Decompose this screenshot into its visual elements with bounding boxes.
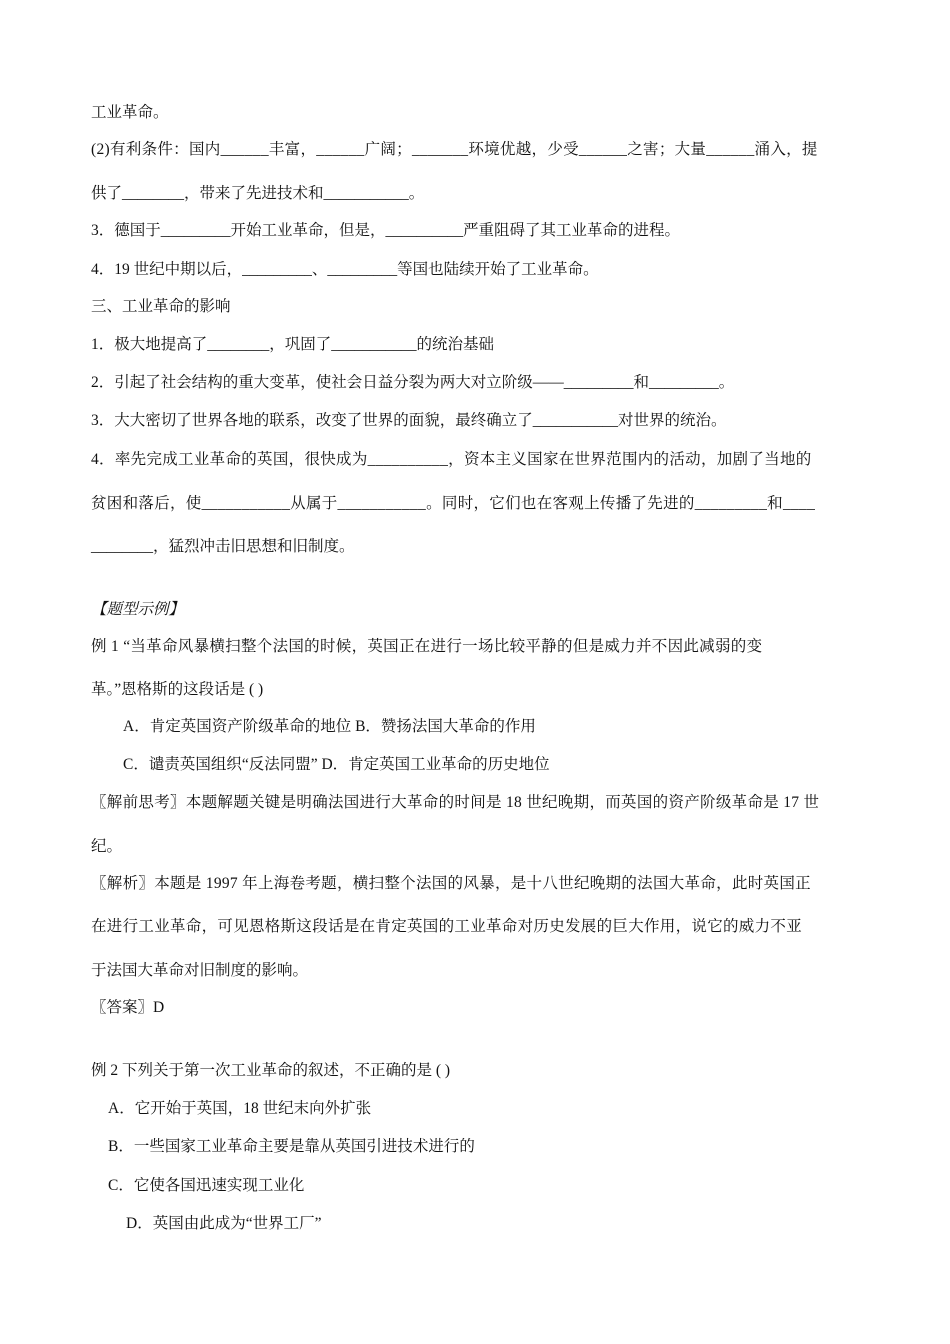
- section-heading: 【题型示例】: [91, 601, 185, 618]
- answer-option: C．谴责英国组织“反法同盟” D．肯定英国工业革命的历史地位: [123, 756, 550, 773]
- text-line: 工业革命。: [91, 104, 169, 121]
- text-line: 4．率先完成工业革命的英国，很快成为__________，资本主义国家在世界范围内的活动，加剧了当地的: [91, 451, 812, 468]
- analysis-text: 在进行工业革命，可见恩格斯这段话是在肯定英国的工业革命对历史发展的巨大作用，说它的威力不亚: [91, 918, 803, 935]
- answer-option: A．它开始于英国，18 世纪末向外扩张: [108, 1100, 372, 1117]
- text-line: 3．德国于_________开始工业革命，但是，__________严重阻碍了其工业革命的进程。: [91, 222, 681, 239]
- text-line: 4．19 世纪中期以后，_________、_________等国也陆续开始了工业革命。: [91, 261, 599, 278]
- text-line: ________，猛烈冲击旧思想和旧制度。: [91, 538, 355, 555]
- text-line: 3．大大密切了世界各地的联系，改变了世界的面貌，最终确立了___________对世界的统治。: [91, 412, 727, 429]
- analysis-text: 〖解前思考〗本题解题关键是明确法国进行大革命的时间是 18 世纪晚期，而英国的资产阶级革命是 17 世: [91, 794, 820, 811]
- analysis-text: 于法国大革命对旧制度的影响。: [91, 962, 309, 979]
- text-line: 1．极大地提高了________，巩固了___________的统治基础: [91, 336, 495, 353]
- answer-option: D．英国由此成为“世界工厂”: [126, 1215, 322, 1232]
- text-line: (2)有利条件：国内______丰富，______广阔；_______环境优越，少受______之害；大量______涌入，提: [91, 141, 818, 158]
- analysis-text: 〖解析〗本题是 1997 年上海卷考题，横扫整个法国的风暴，是十八世纪晚期的法国大革命，此时英国正: [91, 875, 811, 892]
- answer-option: C．它使各国迅速实现工业化: [108, 1177, 305, 1194]
- analysis-text: 纪。: [91, 838, 123, 855]
- answer-option: A．肯定英国资产阶级革命的地位 B．赞扬法国大革命的作用: [123, 718, 536, 735]
- answer-text: 〖答案〗D: [91, 999, 165, 1016]
- question-stem: 例 2 下列关于第一次工业革命的叙述，不正确的是 ( ): [91, 1062, 451, 1079]
- section-heading: 三、工业革命的影响: [91, 298, 231, 315]
- question-stem: 例 1 “当革命风暴横扫整个法国的时候，英国正在进行一场比较平静的但是威力并不因此减弱的变: [91, 638, 763, 655]
- text-line: 2．引起了社会结构的重大变革，使社会日益分裂为两大对立阶级——_________和_________。: [91, 374, 735, 391]
- text-line: 贫困和落后，使___________从属于___________。同时，它们也在客观上传播了先进的_________和____: [91, 495, 816, 512]
- answer-option: B．一些国家工业革命主要是靠从英国引进技术进行的: [108, 1138, 475, 1155]
- text-line: 供了________，带来了先进技术和___________。: [91, 185, 425, 202]
- question-stem: 革。”恩格斯的这段话是 ( ): [91, 681, 264, 698]
